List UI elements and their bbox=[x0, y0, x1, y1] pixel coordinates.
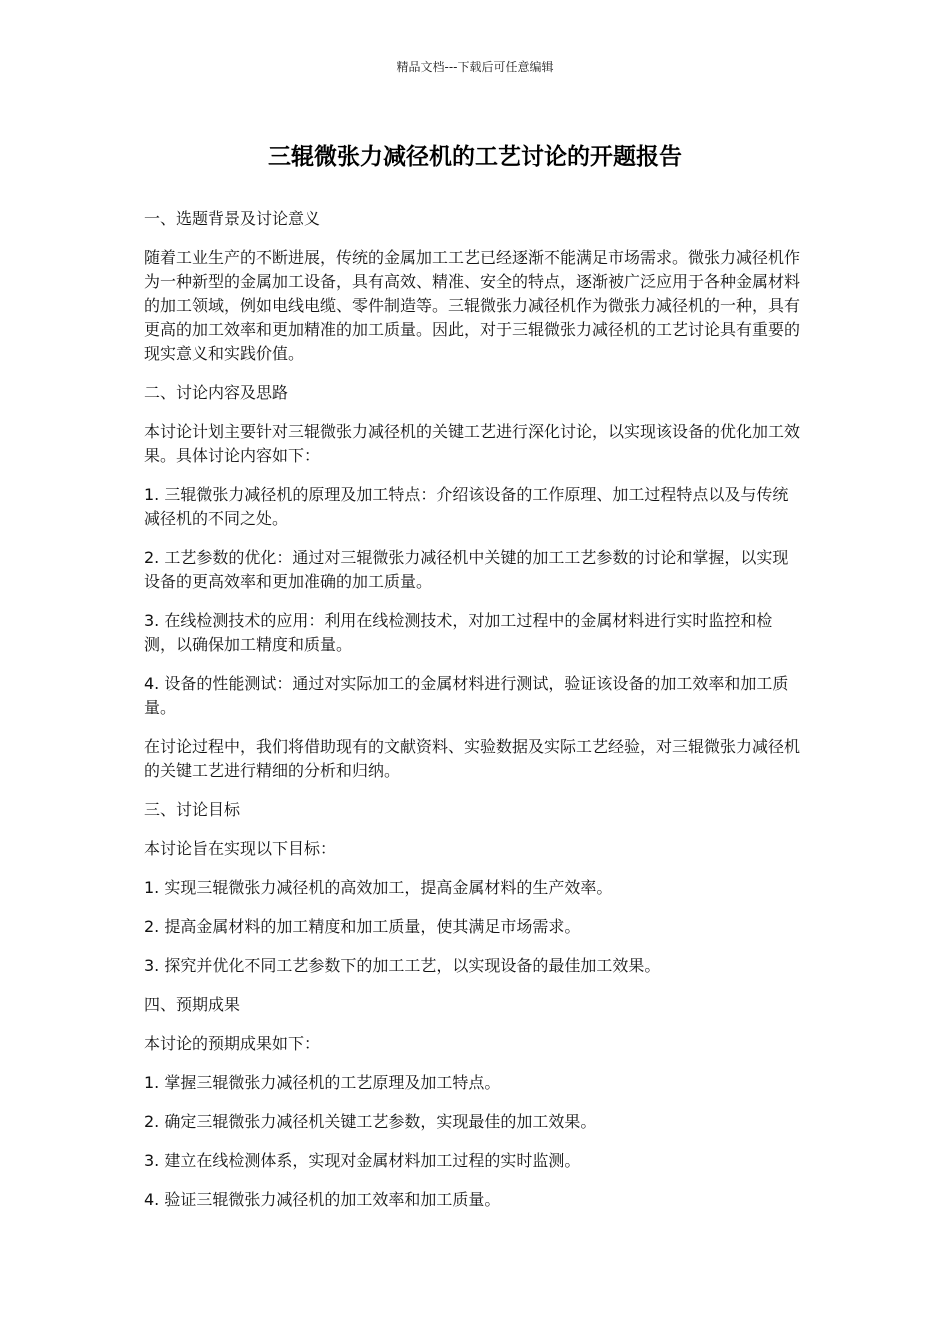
section-heading-content: 二、讨论内容及思路 bbox=[144, 383, 289, 402]
list-item: 3. 在线检测技术的应用：利用在线检测技术，对加工过程中的金属材料进行实时监控和检测，以确保加工精度和质量。 bbox=[144, 611, 773, 654]
paragraph-background: 随着工业生产的不断进展，传统的金属加工工艺已经逐渐不能满足市场需求。微张力减径机作为一种新型的金属加工设备，具有高效、精准、安全的特点，逐渐被广泛应用于各种金属材料的加工领域，例如电线电缆、零件制造等。三辊微张力减径机作为微张力减径机的一种，具有更高的加工效率和更加精准的加工质量。因此，对于三辊微张力减径机的工艺讨论具有重要的现实意义和实践价值。 bbox=[144, 248, 801, 363]
list-item: 4. 设备的性能测试：通过对实际加工的金属材料进行测试，验证该设备的加工效率和加工质量。 bbox=[144, 674, 789, 717]
list-item: 1. 掌握三辊微张力减径机的工艺原理及加工特点。 bbox=[144, 1073, 501, 1092]
paragraph-content-intro: 本讨论计划主要针对三辊微张力减径机的关键工艺进行深化讨论，以实现该设备的优化加工效果。具体讨论内容如下： bbox=[144, 422, 801, 465]
page-header-note: 精品文档---下载后可任意编辑 bbox=[396, 60, 554, 74]
paragraph-outcomes-intro: 本讨论的预期成果如下： bbox=[144, 1034, 321, 1053]
paragraph-goals-intro: 本讨论旨在实现以下目标： bbox=[144, 839, 337, 858]
list-item: 1. 实现三辊微张力减径机的高效加工，提高金属材料的生产效率。 bbox=[144, 878, 613, 897]
list-item: 2. 工艺参数的优化：通过对三辊微张力减径机中关键的加工工艺参数的讨论和掌握，以实现设备的更高效率和更加准确的加工质量。 bbox=[144, 548, 789, 591]
section-heading-goals: 三、讨论目标 bbox=[144, 800, 241, 819]
document-title: 三辊微张力减径机的工艺讨论的开题报告 bbox=[268, 144, 682, 170]
list-item: 4. 验证三辊微张力减径机的加工效率和加工质量。 bbox=[144, 1190, 501, 1209]
list-item: 3. 建立在线检测体系，实现对金属材料加工过程的实时监测。 bbox=[144, 1151, 581, 1170]
list-item: 2. 确定三辊微张力减径机关键工艺参数，实现最佳的加工效果。 bbox=[144, 1112, 597, 1131]
section-heading-background: 一、选题背景及讨论意义 bbox=[144, 209, 321, 228]
list-item: 3. 探究并优化不同工艺参数下的加工工艺，以实现设备的最佳加工效果。 bbox=[144, 956, 661, 975]
list-item: 1. 三辊微张力减径机的原理及加工特点：介绍该设备的工作原理、加工过程特点以及与传统减径机的不同之处。 bbox=[144, 485, 789, 528]
paragraph-method: 在讨论过程中，我们将借助现有的文献资料、实验数据及实际工艺经验，对三辊微张力减径机的关键工艺进行精细的分析和归纳。 bbox=[144, 737, 801, 780]
document-body bbox=[144, 207, 804, 1227]
section-heading-outcomes: 四、预期成果 bbox=[144, 995, 241, 1014]
list-item: 2. 提高金属材料的加工精度和加工质量，使其满足市场需求。 bbox=[144, 917, 581, 936]
